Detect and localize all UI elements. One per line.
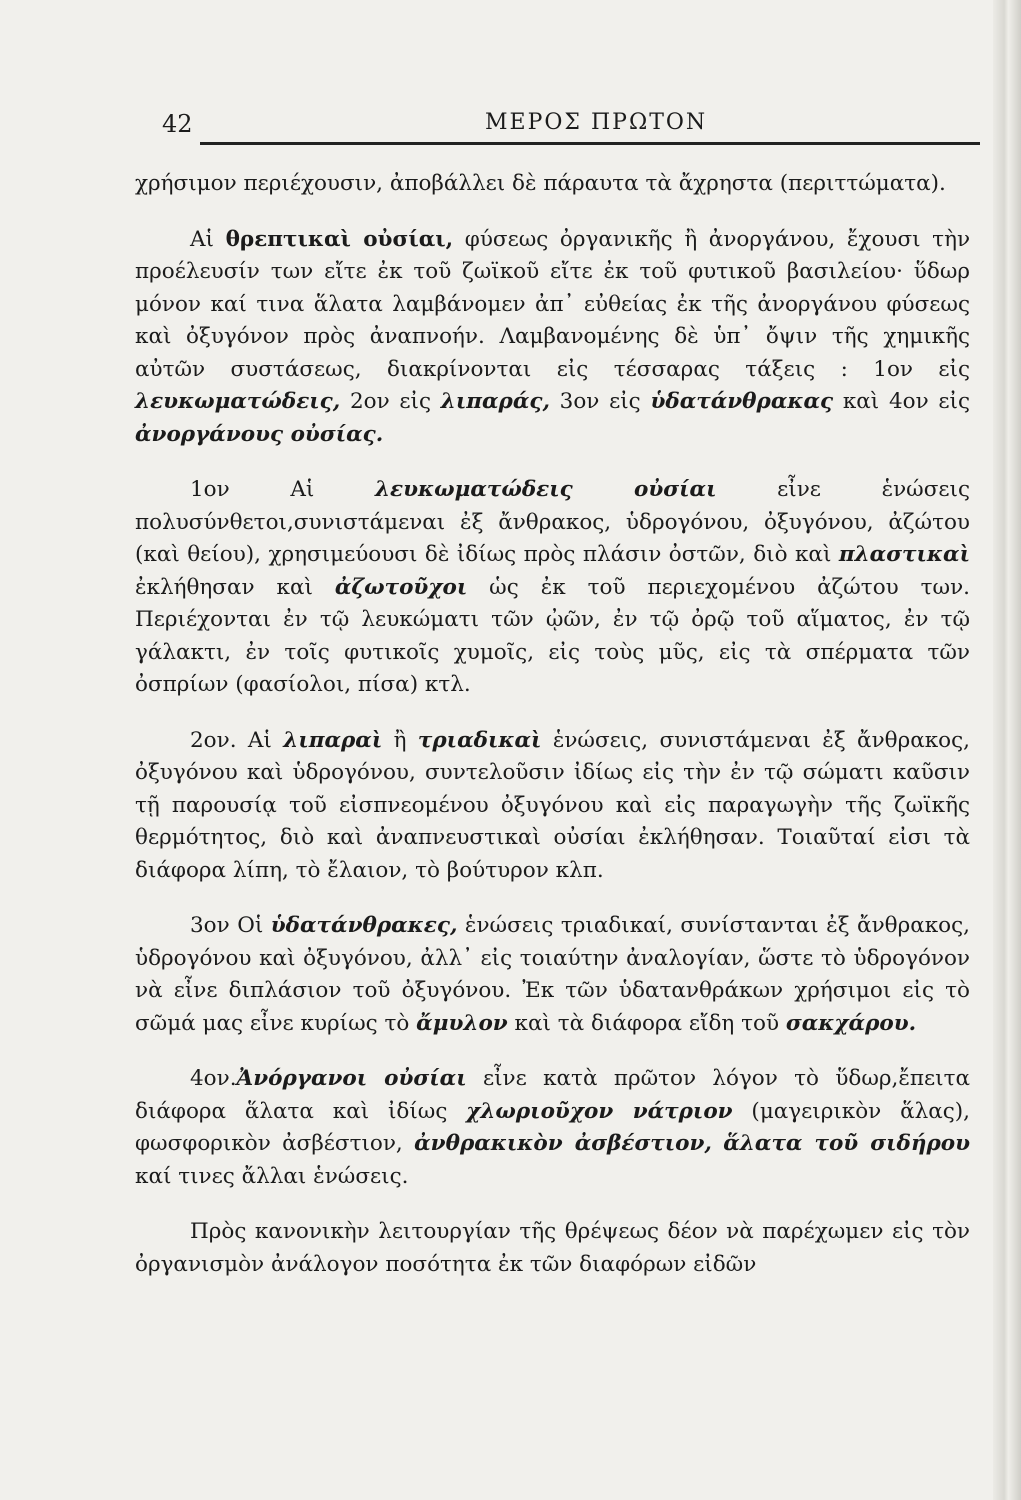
text-run: εἶνε ἑνώσεις πολυσύνθετοι,συνιστάμεναι ἐξ ἄνθρακος, ὑδρογόνου, ὀξυγόνου, ἀζώτου (καὶ θείου), χρησιμεύουσι δὲ ἰδίως πρὸς πλάσιν ὀστῶν, διὸ καὶ — [135, 477, 970, 567]
text-run: 3ον εἰς — [549, 389, 651, 414]
text-run: 2ον εἰς — [340, 389, 441, 414]
emphasized-term: τριαδικαὶ — [417, 727, 542, 753]
emphasized-term: λιπαράς, — [440, 389, 550, 414]
emphasized-term: σακχάρου. — [785, 1010, 917, 1036]
text-run: Πρὸς κανονικὴν λειτουργίαν τῆς θρέψεως δέον νὰ παρέχωμεν εἰς τὸν ὀργανισμὸν ἀνάλογον ποσότητα ἐκ τῶν διαφόρων εἰδῶν — [135, 1219, 970, 1277]
emphasized-term: χλωριοῦχον νάτριον — [466, 1098, 733, 1124]
text-run: χρήσιμον περιέχουσιν, ἀποβάλλει δὲ πάραυτα τὰ ἄχρηστα (περιττώματα). — [135, 171, 946, 196]
text-run: καὶ 4ον εἰς — [833, 389, 970, 414]
emphasized-term: ἄμυλον — [416, 1010, 508, 1036]
text-run: ὡς ἐκ τοῦ περιεχομένου ἀζώτου των. Περιέχονται ἐν τῷ λευκώματι τῶν ᾠῶν, ἐν τῷ ὀρῷ τοῦ αἵματος, ἐν τῷ γάλακτι, ἐν τοῖς φυτικοῖς χυμοῖς, εἰς τοὺς μῦς, εἰς τὰ σπέρματα τῶν ὀσπρίων (φασίολοι, πίσα) κτλ. — [135, 574, 970, 697]
text-run: 1ον Αἱ — [190, 477, 375, 502]
emphasized-term: θρεπτικαὶ οὐσίαι, — [225, 226, 454, 252]
text-run: φύσεως ὀργανικῆς ἢ ἀνοργάνου, ἔχουσι τὴν προέλευσίν των εἴτε ἐκ τοῦ ζωϊκοῦ εἴτε ἐκ τοῦ φυτικοῦ βασιλείου· ὕδωρ μόνον καί τινα ἅλατα λαμβάνομεν ἀπ᾽ εὐθείας ἐκ τῆς ἀνοργάνου φύσεως καὶ ὀξυγόνον πρὸς ἀναπνοήν. Λαμβανομένης δὲ ὑπ᾽ ὄψιν τῆς χημικῆς αὐτῶν συστάσεως, διακρίνονται εἰς τέσσαρας τάξεις : 1ον εἰς — [135, 226, 971, 382]
text-run: (μαγειρικὸν ἅλας), φωσφορικὸν ἀσβέστιον, — [135, 1098, 971, 1156]
text-run: 4ον. — [190, 1066, 237, 1091]
text-run: Αἱ — [190, 226, 226, 252]
emphasized-term: ἀζωτοῦχοι — [334, 574, 468, 600]
text-run: ἐκλήθησαν καὶ — [135, 574, 335, 600]
text-run — [712, 1131, 723, 1156]
emphasized-term: ἀνθρακικὸν ἀσβέστιον, — [414, 1131, 712, 1156]
emphasized-term: ἅλατα τοῦ σιδήρου — [723, 1131, 971, 1156]
header-rule — [200, 142, 980, 145]
running-title: ΜΕΡΟΣ ΠΡΩΤΟΝ — [485, 110, 708, 135]
paragraph — [135, 1063, 970, 1193]
body-text — [135, 168, 970, 1304]
paragraph — [135, 474, 970, 702]
emphasized-term: ὑδατάνθρακας — [650, 389, 834, 414]
text-run: καί τινες ἄλλαι ἑνώσεις. — [135, 1163, 409, 1189]
emphasized-term: ὑδατάνθρακες, — [270, 913, 458, 938]
emphasized-term: λευκωματώδεις οὐσίαι — [374, 477, 717, 502]
emphasized-term: Ἀνόργανοι οὐσίαι — [236, 1066, 467, 1091]
emphasized-term: ἀνοργάνους οὐσίας. — [135, 421, 384, 447]
page-gutter-edge — [993, 0, 1021, 1500]
paragraph — [135, 168, 970, 201]
page-number: 42 — [162, 110, 193, 138]
paragraph — [135, 1216, 970, 1281]
text-run: εἶνε κατὰ πρῶτον λόγον τὸ ὕδωρ,ἔπειτα διάφορα ἅλατα καὶ ἰδίως — [135, 1066, 970, 1124]
emphasized-term: λευκωματώδεις, — [135, 389, 341, 414]
text-run: ἢ — [382, 727, 418, 753]
text-run: 2ον. Αἱ — [190, 727, 284, 753]
page-header — [150, 100, 980, 140]
paragraph — [135, 224, 970, 452]
paragraph — [135, 725, 970, 888]
emphasized-term: πλαστικαὶ — [838, 542, 970, 567]
text-run: ἑνώσεις τριαδικαί, συνίστανται ἐξ ἄνθρακος, ὑδρογόνου καὶ ὀξυγόνου, ἀλλ᾽ εἰς τοιαύτην ἀναλογίαν, ὥστε τὸ ὑδρογόνον νὰ εἶνε διπλάσιον τοῦ ὀξυγόνου. Ἐκ τῶν ὑδατανθράκων χρήσιμοι εἰς τὸ σῶμά μας εἶνε κυρίως τὸ — [135, 913, 971, 1036]
emphasized-term: λιπαραὶ — [283, 727, 383, 753]
text-run: καὶ τὰ διάφορα εἴδη τοῦ — [507, 1010, 786, 1036]
text-run: ἑνώσεις, συνιστάμεναι ἐξ ἄνθρακος, ὀξυγόνου καὶ ὑδρογόνου, συντελοῦσιν ἰδίως εἰς τὴν ἐν τῷ σώματι καῦσιν τῇ παρουσίᾳ τοῦ εἰσπνεομένου ὀξυγόνου καὶ εἰς παραγωγὴν τῆς ζωϊκῆς θερμότητος, διὸ καὶ ἀναπνευστικαὶ οὐσίαι ἐκλήθησαν. Τοιαῦταί εἰσι τὰ διάφορα λίπη, τὸ ἔλαιον, τὸ βούτυρον κλπ. — [135, 727, 970, 883]
paragraph — [135, 910, 970, 1040]
text-run: 3ον Οἱ — [190, 913, 271, 938]
